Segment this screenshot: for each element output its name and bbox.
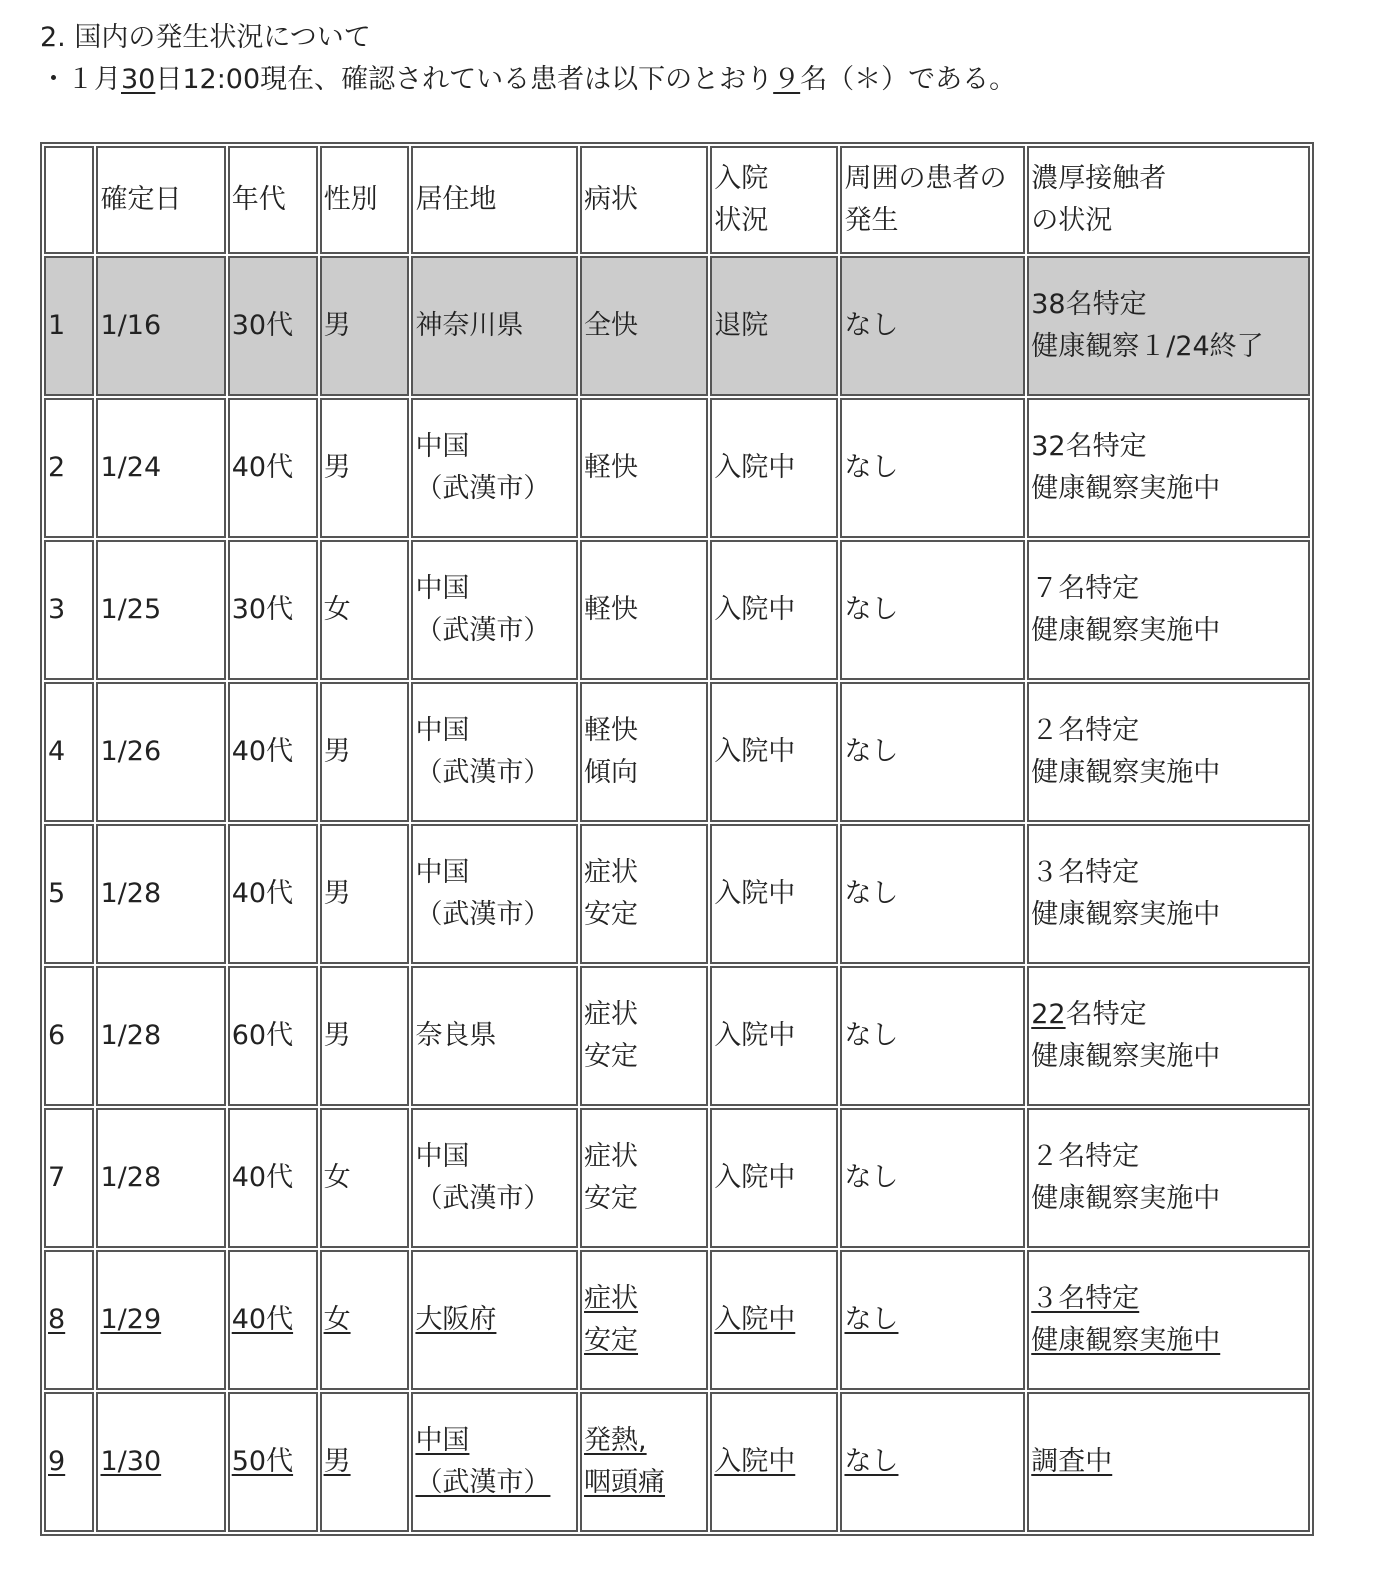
cell-nearby: なし (840, 824, 1025, 964)
patient-count-line (40, 60, 1016, 100)
cell-age: 40代 (228, 1108, 318, 1248)
cell-hospitalization: 入院中 (710, 398, 838, 538)
cell-age (228, 1250, 318, 1390)
cell-date: 1/28 (96, 966, 225, 1106)
cell-sex: 男 (320, 824, 410, 964)
table-header-row (44, 146, 1310, 254)
condition-line2: 咽頭痛 (584, 1467, 666, 1498)
cell-sex (320, 1392, 410, 1532)
no-text: 8 (48, 1304, 66, 1335)
hosp-text: 入院中 (714, 1304, 796, 1335)
cell-residence (411, 682, 578, 822)
cell-hospitalization (710, 1392, 838, 1532)
header-hosp-line2: 状況 (714, 205, 769, 236)
age-text: 40代 (231, 1304, 294, 1335)
header-hosp-line1: 入院 (714, 163, 769, 194)
condition-line2: 安定 (584, 1325, 639, 1356)
subline-mid: 日12:00現在、確認されている患者は以下のとおり (155, 64, 774, 95)
residence-line2: （武漢市） (415, 899, 551, 930)
cell-condition: 軽快 (580, 540, 708, 680)
cell-date: 1/16 (96, 256, 225, 396)
cell-nearby (840, 1250, 1025, 1390)
cell-age (228, 1392, 318, 1532)
cell-no (44, 1392, 94, 1532)
contacts-line1: ３名特定 (1031, 857, 1140, 888)
residence-line1: 中国 (415, 1141, 470, 1172)
cell-no: 3 (44, 540, 94, 680)
cell-residence (411, 824, 578, 964)
residence-line1: 中国 (415, 715, 470, 746)
patient-table (40, 142, 1314, 1536)
contacts-line1: ３名特定 (1031, 1283, 1140, 1314)
section-heading: 2. 国内の発生状況について (40, 22, 371, 53)
cell-residence: 神奈川県 (411, 256, 578, 396)
table-row (44, 540, 1310, 680)
residence-line1: 中国 (415, 573, 470, 604)
condition-line2: 安定 (584, 1183, 639, 1214)
cell-sex: 女 (320, 540, 410, 680)
cell-nearby: なし (840, 1108, 1025, 1248)
cell-date: 1/26 (96, 682, 225, 822)
cell-age: 30代 (228, 540, 318, 680)
cell-sex: 男 (320, 398, 410, 538)
condition-line1: 症状 (584, 1283, 639, 1314)
table-row (44, 398, 1310, 538)
table-row (44, 1392, 1310, 1532)
cell-residence: 奈良県 (411, 966, 578, 1106)
cell-contacts (1027, 966, 1310, 1106)
cell-age: 40代 (228, 682, 318, 822)
header-nearby-line2: 発生 (844, 205, 899, 236)
cell-residence (411, 1392, 578, 1532)
no-text: 9 (48, 1446, 66, 1477)
cell-date: 1/25 (96, 540, 225, 680)
cell-residence (411, 398, 578, 538)
cell-no (44, 1250, 94, 1390)
date-text: 1/29 (100, 1304, 162, 1335)
sex-text: 男 (323, 1446, 351, 1477)
table-row (44, 682, 1310, 822)
subline-suffix: 名（＊）である。 (800, 64, 1017, 95)
table-row (44, 824, 1310, 964)
cell-hospitalization: 入院中 (710, 824, 838, 964)
cell-contacts (1027, 1250, 1310, 1390)
header-no (44, 146, 94, 254)
residence-line2: （武漢市） (415, 1467, 551, 1498)
residence-line2: （武漢市） (415, 615, 551, 646)
cell-no: 2 (44, 398, 94, 538)
cell-contacts (1027, 1108, 1310, 1248)
cell-no: 7 (44, 1108, 94, 1248)
contacts-line2: 健康観察実施中 (1031, 1041, 1221, 1072)
cell-date: 1/24 (96, 398, 225, 538)
header-condition: 病状 (580, 146, 708, 254)
cell-sex: 男 (320, 682, 410, 822)
subline-prefix: ・１月 (40, 64, 121, 95)
cell-condition (580, 966, 708, 1106)
contacts-suffix: 名特定 (1065, 999, 1147, 1030)
contacts-line1: ２名特定 (1031, 1141, 1140, 1172)
cell-age: 60代 (228, 966, 318, 1106)
contacts-line1 (1031, 994, 1308, 1036)
cell-nearby (840, 1392, 1025, 1532)
contacts-line2: 健康観察実施中 (1031, 615, 1221, 646)
cell-sex: 女 (320, 1108, 410, 1248)
cell-date (96, 1392, 225, 1532)
residence-line2: （武漢市） (415, 757, 551, 788)
residence-line1: 中国 (415, 857, 470, 888)
table-row (44, 966, 1310, 1106)
header-hospitalization (710, 146, 838, 254)
cell-residence (411, 540, 578, 680)
residence-line2: （武漢市） (415, 1183, 551, 1214)
condition-line2: 安定 (584, 899, 639, 930)
contacts-line2: 健康観察１/24終了 (1031, 331, 1264, 362)
nearby-text: なし (844, 1446, 899, 1477)
table-row (44, 256, 1310, 396)
subline-count: ９ (773, 64, 801, 95)
cell-condition: 全快 (580, 256, 708, 396)
cell-hospitalization: 退院 (710, 256, 838, 396)
cell-condition (580, 824, 708, 964)
cell-condition: 軽快 (580, 398, 708, 538)
cell-contacts (1027, 682, 1310, 822)
header-sex: 性別 (320, 146, 410, 254)
contacts-line2: 健康観察実施中 (1031, 899, 1221, 930)
cell-hospitalization: 入院中 (710, 682, 838, 822)
residence-line1: 中国 (415, 1425, 470, 1456)
table-row (44, 1250, 1310, 1390)
contacts-line2: 健康観察実施中 (1031, 1325, 1221, 1356)
cell-sex: 男 (320, 256, 410, 396)
condition-line1: 発熱, (584, 1425, 647, 1456)
cell-age: 40代 (228, 824, 318, 964)
contacts-line1: 38名特定 (1031, 289, 1147, 320)
condition-line1: 症状 (584, 857, 639, 888)
header-date: 確定日 (96, 146, 225, 254)
header-nearby-line1: 周囲の患者の (844, 163, 1007, 194)
cell-no: 5 (44, 824, 94, 964)
cell-hospitalization: 入院中 (710, 540, 838, 680)
cell-date: 1/28 (96, 824, 225, 964)
condition-line1: 症状 (584, 999, 639, 1030)
table-row (44, 1108, 1310, 1248)
contacts-count: 22 (1031, 999, 1066, 1030)
cell-sex (320, 1250, 410, 1390)
cell-contacts (1027, 256, 1310, 396)
contacts-line1: ２名特定 (1031, 715, 1140, 746)
header-nearby-cases (840, 146, 1025, 254)
contacts-line2: 健康観察実施中 (1031, 473, 1221, 504)
cell-condition (580, 1108, 708, 1248)
cell-contacts (1027, 398, 1310, 538)
header-contacts-line1: 濃厚接触者 (1031, 163, 1167, 194)
cell-age: 40代 (228, 398, 318, 538)
contacts-line2: 健康観察実施中 (1031, 757, 1221, 788)
cell-hospitalization: 入院中 (710, 1108, 838, 1248)
hosp-text: 入院中 (714, 1446, 796, 1477)
condition-line2: 傾向 (584, 757, 639, 788)
cell-contacts (1027, 1392, 1310, 1532)
cell-contacts (1027, 824, 1310, 964)
cell-no: 4 (44, 682, 94, 822)
condition-line1: 症状 (584, 1141, 639, 1172)
contacts-line1: 32名特定 (1031, 431, 1147, 462)
header-residence: 居住地 (411, 146, 578, 254)
residence-line2: （武漢市） (415, 473, 551, 504)
cell-contacts (1027, 540, 1310, 680)
sex-text: 女 (323, 1304, 351, 1335)
cell-date (96, 1250, 225, 1390)
cell-nearby: なし (840, 540, 1025, 680)
nearby-text: なし (844, 1304, 899, 1335)
cell-condition (580, 1392, 708, 1532)
condition-line2: 安定 (584, 1041, 639, 1072)
cell-age: 30代 (228, 256, 318, 396)
cell-date: 1/28 (96, 1108, 225, 1248)
contacts-text: 調査中 (1031, 1446, 1113, 1477)
cell-nearby: なし (840, 966, 1025, 1106)
cell-hospitalization (710, 1250, 838, 1390)
cell-sex: 男 (320, 966, 410, 1106)
header-age: 年代 (228, 146, 318, 254)
cell-no: 1 (44, 256, 94, 396)
cell-condition (580, 682, 708, 822)
cell-nearby: なし (840, 398, 1025, 538)
residence-line1: 中国 (415, 431, 470, 462)
condition-line1: 軽快 (584, 715, 639, 746)
residence-text: 大阪府 (415, 1304, 497, 1335)
contacts-line1: ７名特定 (1031, 573, 1140, 604)
cell-residence (411, 1250, 578, 1390)
header-contacts-line2: の状況 (1031, 205, 1113, 236)
contacts-line2: 健康観察実施中 (1031, 1183, 1221, 1214)
cell-hospitalization: 入院中 (710, 966, 838, 1106)
header-close-contacts (1027, 146, 1310, 254)
cell-nearby: なし (840, 682, 1025, 822)
cell-nearby: なし (840, 256, 1025, 396)
cell-no: 6 (44, 966, 94, 1106)
cell-residence (411, 1108, 578, 1248)
date-text: 1/30 (100, 1446, 162, 1477)
age-text: 50代 (231, 1446, 294, 1477)
subline-day: 30 (121, 64, 156, 95)
cell-condition (580, 1250, 708, 1390)
